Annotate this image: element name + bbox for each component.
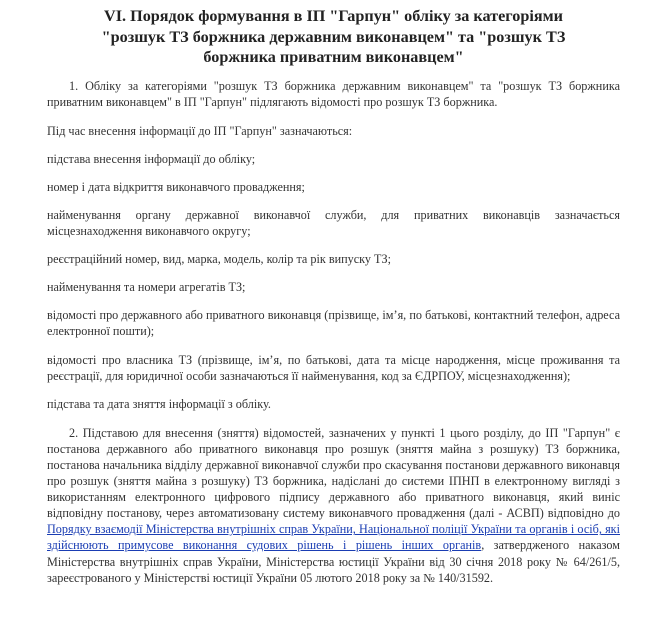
- list-intro: Під час внесення інформації до ІП "Гарпун" зазначаються:: [47, 123, 353, 138]
- section-title-line: боржника приватним виконавцем": [203, 48, 464, 66]
- list-item: найменування органу державної виконавчої служби, для приватних виконавців зазначається місцезнаходження виконавчого округу;: [47, 207, 620, 239]
- list-item: відомості про власника ТЗ (прізвище, ім’я, по батькові, дата та місце народження, місце проживання та реєстрації, для юридичної особи зазначаються її найменування, код за ЄДРПОУ, місцезнаходження);: [47, 352, 620, 383]
- list-item: відомості про державного або приватного виконавця (прізвище, ім’я, по батькові, контактний телефон, адреса електронної пошти);: [47, 308, 620, 339]
- section-title-line: VI. Порядок формування в ІП "Гарпун" обліку за категоріями: [104, 7, 563, 25]
- section-title: [47, 6, 620, 68]
- list-item: номер і дата відкриття виконавчого провадження;: [47, 179, 305, 194]
- list-item: підстава внесення інформації до обліку;: [47, 151, 256, 166]
- paragraph-2-text-before: 2. Підставою для внесення (зняття) відомостей, зазначених у пункті 1 цього розділу, до ІП "Гарпун" є постанова державного або приватного виконавця про розшук (зняття майна з розшуку) ТЗ боржника, постанова начальника відділу державної виконавчої служби про скасування постанови державного виконавця про розшук (зняття майна з розшуку) ТЗ боржника, надіслані до системи ІПНП в електронному вигляді з використанням електронного цифрового підпису державного або приватного виконавця, який виніс відповідну постанову, через автоматизовану систему виконавчого провадження (далі - АСВП) відповідно до: [47, 425, 620, 521]
- list-item: реєстраційний номер, вид, марка, модель, колір та рік випуску ТЗ;: [47, 252, 391, 267]
- paragraph-2-text-after: , затвердженого наказом Міністерства внутрішніх справ України, Міністерства юстиції України від 30 січня 2018 року № 64/261/5, зареєстрованого у Міністерстві юстиції України 05 лютого 2018 року за № 140/31592.: [47, 538, 620, 585]
- list-item: підстава та дата зняття інформації з обліку.: [47, 396, 271, 411]
- paragraph-2: [47, 425, 620, 586]
- list-item: найменування та номери агрегатів ТЗ;: [47, 280, 246, 295]
- paragraph-1: 1. Обліку за категоріями "розшук ТЗ боржника державним виконавцем" та "розшук ТЗ боржника приватним виконавцем" в ІП "Гарпун" підлягають відомості про розшук ТЗ боржника.: [47, 78, 620, 109]
- regulation-link[interactable]: Порядку взаємодії Міністерства внутрішніх справ України, Національної поліції України та органів і осіб, які здійснюють примусове виконання судових рішень і рішень інших органів: [47, 522, 620, 553]
- section-title-line: "розшук ТЗ боржника державним виконавцем" та "розшук ТЗ: [101, 27, 566, 46]
